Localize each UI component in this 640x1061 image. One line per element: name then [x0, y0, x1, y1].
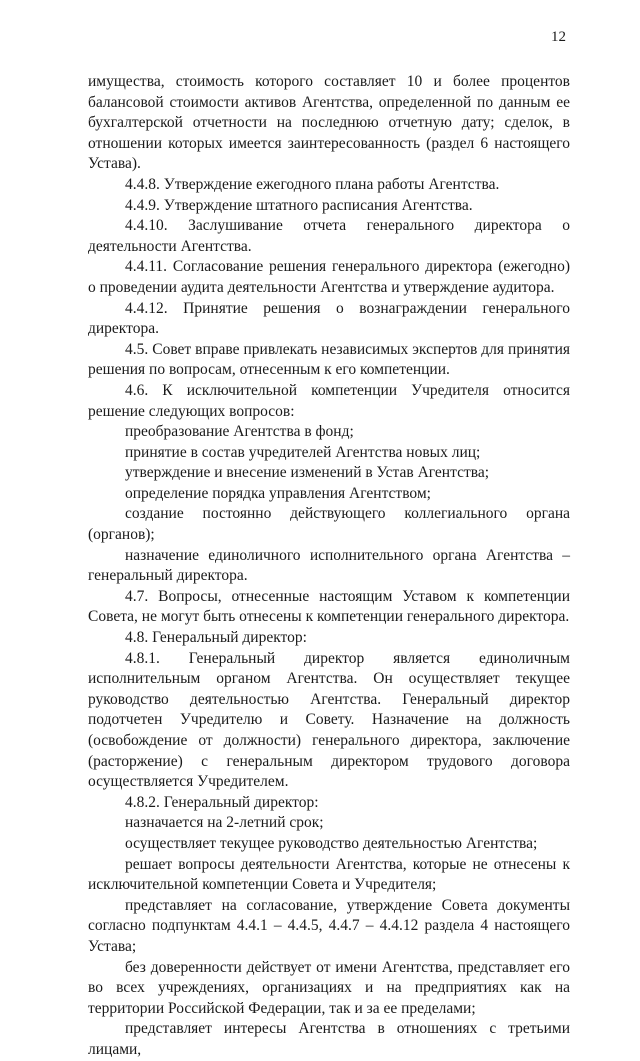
- list-item: определение порядка управления Агентством;: [125, 484, 431, 502]
- paragraph: 4.5. Совет вправе привлекать независимых экспертов для принятия решения по вопросам, отнесенным к его компетенции.: [88, 340, 570, 379]
- list-item: осуществляет текущее руководство деятельностью Агентства;: [125, 834, 538, 852]
- page-number: 12: [551, 29, 566, 45]
- list-item: без доверенности действует от имени Агентства, представляет его во всех учреждениях, организациях и на предприятиях как на территории Российской Федерации, так и за ее пределами;: [88, 958, 570, 1017]
- list-item: преобразование Агентства в фонд;: [125, 423, 354, 441]
- paragraph: 4.8. Генеральный директор:: [125, 629, 307, 647]
- document-body: [88, 72, 570, 1061]
- paragraph: 4.7. Вопросы, отнесенные настоящим Уставом к компетенции Совета, не могут быть отнесены к компетенции генерального директора.: [88, 587, 570, 626]
- paragraph: 4.4.12. Принятие решения о вознаграждении генерального директора.: [88, 299, 570, 338]
- list-item: утверждение и внесение изменений в Устав Агентства;: [125, 464, 490, 482]
- paragraph: 4.4.11. Согласование решения генерального директора (ежегодно) о проведении аудита деятельности Агентства и утверждение аудитора.: [88, 258, 570, 296]
- paragraph: 4.4.9. Утверждение штатного расписания Агентства.: [125, 196, 473, 214]
- list-item: создание постоянно действующего коллегиального органа (органов);: [88, 505, 570, 544]
- list-item: назначается на 2-летний срок;: [125, 814, 324, 832]
- paragraph: 4.8.2. Генеральный директор:: [125, 793, 319, 811]
- paragraph: 4.6. К исключительной компетенции Учредителя относится решение следующих вопросов:: [88, 381, 570, 420]
- list-item: назначение единоличного исполнительного органа Агентства – генеральный директора.: [88, 546, 570, 585]
- list-item: принятие в состав учредителей Агентства новых лиц;: [125, 443, 481, 461]
- list-item: представляет на согласование, утверждение Совета документы согласно подпунктам 4.4.1 – 4.4.5, 4.4.7 – 4.4.12 раздела 4 настоящего Устава;: [88, 896, 570, 955]
- list-item: решает вопросы деятельности Агентства, которые не отнесены к исключительной компетенции Совета и Учредителя;: [88, 855, 570, 894]
- list-item: представляет интересы Агентства в отношениях с третьими лицами,: [88, 1020, 570, 1058]
- paragraph: 4.4.10. Заслушивание отчета генерального директора о деятельности Агентства.: [88, 217, 570, 255]
- paragraph: 4.4.8. Утверждение ежегодного плана работы Агентства.: [125, 175, 500, 193]
- paragraph: 4.8.1. Генеральный директор является единоличным исполнительным органом Агентства. Он осуществляет текущее руководство деятельностью Агентства. Генеральный директор подотчетен Учредителю и Совету. Назначение на должность (освобождение от должности) генерального директора, заключение (расторжение) с генеральным директором трудового договора осуществляется Учредителем.: [88, 649, 570, 791]
- paragraph: имущества, стоимость которого составляет 10 и более процентов балансовой стоимости активов Агентства, определенной по данным ее бухгалтерской отчетности на последнюю отчетную дату; сделок, в отношении которых имеется заинтересованность (раздел 6 настоящего Устава).: [88, 73, 570, 173]
